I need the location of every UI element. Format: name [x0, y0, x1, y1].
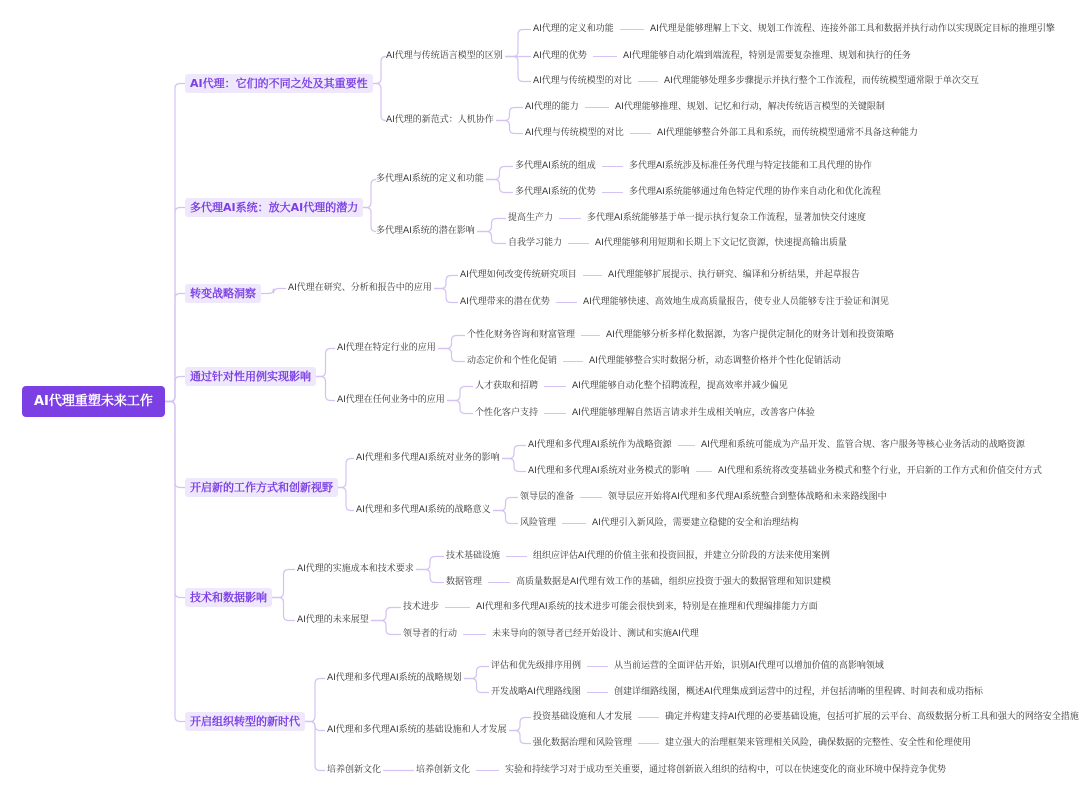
leaf-text: AI代理能够推理、规划、记忆和行动，解决传统语言模型的关键限制 [615, 102, 885, 112]
leaf-text: 高质量数据是AI代理有效工作的基础，组织应投资于强大的数据管理和知识建模 [516, 577, 831, 587]
sub-node[interactable]: AI代理和多代理AI系统对业务的影响 [356, 453, 500, 463]
sub-node[interactable]: AI代理与传统语言模型的区别 [386, 51, 503, 61]
connector-line [371, 608, 401, 621]
leaf-text: AI代理和多代理AI系统的技术进步可能会很快到来，特别是在推理和代理编排能力方面 [476, 602, 818, 612]
connector-line [502, 446, 526, 459]
detail-node[interactable]: AI代理如何改变传统研究项目 [460, 270, 577, 280]
connector-line [493, 511, 518, 524]
detail-node[interactable]: 领导层的准备 [520, 492, 575, 502]
connector-line [447, 387, 473, 401]
detail-node[interactable]: 动态定价和个性化促销 [467, 356, 558, 366]
connector-line [272, 570, 295, 598]
connector-line [447, 401, 473, 414]
connector-line [464, 679, 489, 693]
sub-node[interactable]: 培养创新文化 [327, 765, 382, 775]
detail-node[interactable]: 技术基础设施 [446, 551, 501, 561]
connector-line [493, 498, 518, 511]
leaf-text: 建立强大的治理框架来管理相关风险，确保数据的完整性、安全性和伦理使用 [665, 738, 972, 748]
leaf-text: 创建详细路线图，概述AI代理集成到运营中的过程，并包括清晰的里程碑、时间表和成功指标 [614, 687, 983, 697]
branch-node[interactable]: AI代理：它们的不同之处及其重要性 [185, 74, 373, 93]
leaf-text: AI代理引入新风险，需要建立稳健的安全和治理结构 [592, 518, 799, 528]
branch-node[interactable]: 多代理AI系统：放大AI代理的潜力 [185, 198, 363, 217]
leaf-text: 未来导向的领导者已经开始设计、测试和实施AI代理 [492, 629, 699, 639]
sub-node[interactable]: AI代理的实施成本和技术要求 [297, 564, 414, 574]
leaf-text: AI代理能够整合实时数据分析，动态调整价格并个性化促销活动 [589, 356, 841, 366]
connector-line [502, 459, 526, 472]
leaf-text: 多代理AI系统涉及标准任务代理与特定技能和工具代理的协作 [629, 161, 872, 171]
detail-node[interactable]: 评估和优先级排序用例 [491, 661, 582, 671]
detail-node[interactable]: 强化数据治理和风险管理 [533, 738, 633, 748]
detail-node[interactable]: 领导者的行动 [403, 629, 458, 639]
leaf-text: 领导层应开始将AI代理和多代理AI系统整合到整体战略和未来路线图中 [608, 492, 887, 502]
leaf-text: AI代理能够快速、高效地生成高质量报告，使专业人员能够专注于验证和洞见 [583, 297, 889, 307]
leaf-text: AI代理是能够理解上下文、规划工作流程、连接外部工具和数据并执行动作以实现既定目标的推理引擎 [650, 24, 1055, 34]
leaf-text: AI代理能够扩展提示、执行研究、编译和分析结果，并起草报告 [608, 270, 860, 280]
detail-node[interactable]: 投资基础设施和人才发展 [533, 712, 633, 722]
connector-line [272, 598, 295, 621]
connector-line [261, 289, 286, 294]
leaf-text: AI代理能够理解自然语言请求并生成相关响应，改善客户体验 [572, 408, 815, 418]
detail-node[interactable]: 自我学习能力 [508, 238, 563, 248]
connector-line [371, 621, 401, 635]
connector-line [316, 349, 335, 377]
detail-node[interactable]: AI代理与传统模型的对比 [533, 76, 632, 86]
leaf-text: AI代理能够处理多步骤提示并执行整个工作流程，而传统模型通常限于单次交互 [664, 76, 979, 86]
leaf-text: AI代理和系统可能成为产品开发、监管合规、客户服务等核心业务活动的战略资源 [701, 440, 1025, 450]
sub-node[interactable]: AI代理的新范式：人机协作 [386, 115, 494, 125]
detail-node[interactable]: AI代理与传统模型的对比 [525, 128, 624, 138]
connector-line [438, 336, 465, 349]
connector-line [416, 557, 444, 570]
sub-node[interactable]: 多代理AI系统的定义和功能 [376, 174, 484, 184]
connector-line [486, 180, 513, 193]
branch-node[interactable]: 通过针对性用例实现影响 [185, 367, 316, 386]
detail-node[interactable]: AI代理带来的潜在优势 [460, 297, 550, 307]
detail-node[interactable]: 个性化客户支持 [475, 408, 539, 418]
branch-node[interactable]: 开启组织转型的新时代 [185, 712, 305, 731]
connector-line [477, 232, 506, 244]
detail-node[interactable]: AI代理和多代理AI系统对业务模式的影响 [528, 466, 690, 476]
connector-line [165, 402, 185, 722]
connector-line [486, 167, 513, 180]
detail-node[interactable]: 培养创新文化 [416, 765, 471, 775]
leaf-text: AI代理能够利用短期和长期上下文记忆资源，快速提高输出质量 [595, 238, 847, 248]
leaf-text: AI代理能够分析多样化数据源，为客户提供定制化的财务计划和投资策略 [606, 330, 894, 340]
connector-line [316, 377, 335, 401]
detail-node[interactable]: AI代理和多代理AI系统作为战略资源 [528, 440, 672, 450]
connector-line [434, 289, 458, 303]
branch-node[interactable]: 开启新的工作方式和创新视野 [185, 478, 338, 497]
leaf-text: AI代理能够整合外部工具和系统，而传统模型通常不具备这种能力 [657, 128, 918, 138]
sub-node[interactable]: AI代理和多代理AI系统的战略意义 [356, 505, 491, 515]
detail-node[interactable]: 风险管理 [520, 518, 557, 528]
sub-node[interactable]: AI代理在特定行业的应用 [337, 343, 436, 353]
detail-node[interactable]: 多代理AI系统的优势 [515, 187, 596, 197]
detail-node[interactable]: 开发战略AI代理路线图 [491, 687, 581, 697]
connector-line [338, 459, 354, 488]
branch-node[interactable]: 技术和数据影响 [185, 588, 272, 607]
leaf-text: 多代理AI系统能够通过角色特定代理的协作来自动化和优化流程 [629, 187, 881, 197]
branch-node[interactable]: 转变战略洞察 [185, 284, 261, 303]
detail-node[interactable]: 人才获取和招聘 [475, 381, 539, 391]
root-node[interactable]: AI代理重塑未来工作 [22, 386, 165, 417]
sub-node[interactable]: AI代理的未来展望 [297, 615, 369, 625]
leaf-text: 组织应评估AI代理的价值主张和投资回报，并建立分阶段的方法来使用案例 [533, 551, 830, 561]
detail-node[interactable]: 数据管理 [446, 577, 483, 587]
connector-line [505, 30, 531, 57]
detail-node[interactable]: AI代理的定义和功能 [533, 24, 614, 34]
connector-line [464, 667, 489, 679]
connector-line [434, 276, 458, 289]
connector-line [438, 349, 465, 362]
connector-line [165, 377, 185, 402]
connector-line [305, 722, 325, 771]
leaf-text: 从当前运营的全面评估开始，识别AI代理可以增加价值的高影响领域 [614, 661, 884, 671]
connector-line [509, 718, 531, 731]
detail-node[interactable]: 个性化财务咨询和财富管理 [467, 330, 576, 340]
connector-line [505, 57, 531, 82]
sub-node[interactable]: AI代理在研究、分析和报告中的应用 [288, 283, 432, 293]
sub-node[interactable]: AI代理和多代理AI系统的基础设施和人才发展 [327, 725, 507, 735]
leaf-text: AI代理和系统将改变基础业务模式和整个行业，开启新的工作方式和价值交付方式 [718, 466, 1042, 476]
connector-line [305, 679, 325, 722]
detail-node[interactable]: AI代理的能力 [525, 102, 579, 112]
connector-line [416, 570, 444, 583]
connector-line [509, 731, 531, 744]
connector-line [496, 108, 523, 121]
connector-line [477, 219, 506, 232]
detail-node[interactable]: 提高生产力 [508, 213, 554, 223]
leaf-text: 多代理AI系统能够基于单一提示执行复杂工作流程，显著加快交付速度 [587, 213, 866, 223]
leaf-text: 实验和持续学习对于成功至关重要，通过将创新嵌入组织的结构中，可以在快速变化的商业环境中保持竞争优势 [505, 765, 947, 775]
connector-line [338, 488, 354, 511]
sub-node[interactable]: AI代理和多代理AI系统的战略规划 [327, 673, 462, 683]
detail-node[interactable]: AI代理的优势 [533, 51, 587, 61]
sub-node[interactable]: AI代理在任何业务中的应用 [337, 395, 445, 405]
sub-node[interactable]: 多代理AI系统的潜在影响 [376, 226, 475, 236]
leaf-text: 确定并构建支持AI代理的必要基础设施，包括可扩展的云平台、高级数据分析工具和强大的网络安全措施 [665, 712, 1079, 722]
detail-node[interactable]: 技术进步 [403, 602, 440, 612]
connector-line [496, 121, 523, 134]
detail-node[interactable]: 多代理AI系统的组成 [515, 161, 596, 171]
leaf-text: AI代理能够自动化整个招聘流程，提高效率并减少偏见 [572, 381, 788, 391]
leaf-text: AI代理能够自动化端到端流程，特别是需要复杂推理、规划和执行的任务 [623, 51, 911, 61]
